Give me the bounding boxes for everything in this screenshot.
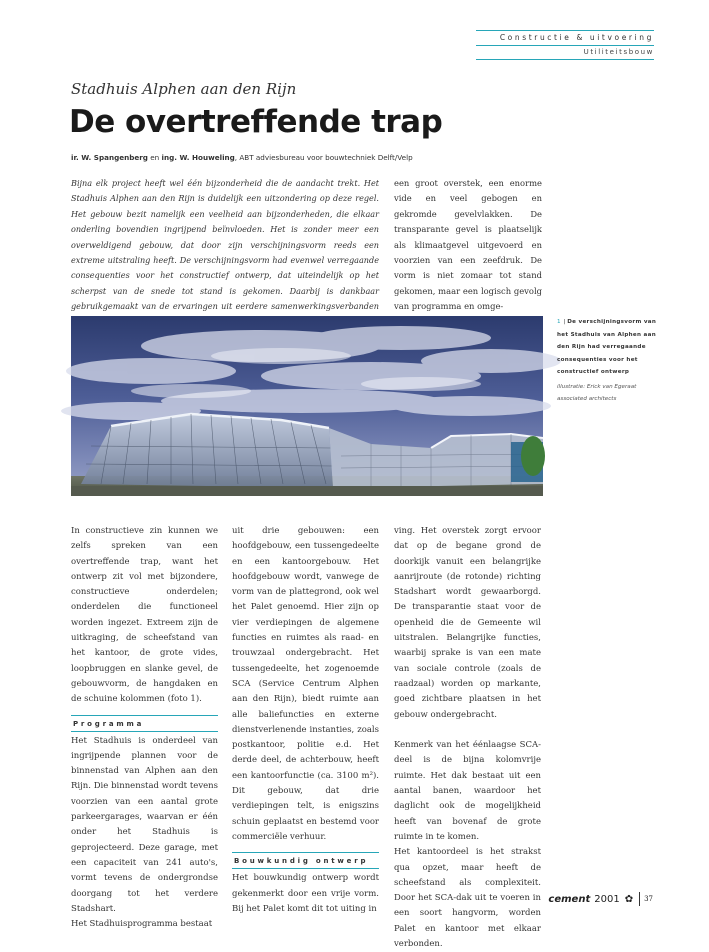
article-kicker: Stadhuis Alphen aan den Rijn — [71, 80, 297, 98]
header-rule-top — [476, 30, 654, 31]
body-paragraph: Kenmerk van het éénlaagse SCA-deel is de bijna kolomvrije ruimte. Het dak bestaat uit een aantal banen, waardoor het daglicht ook de mogelijkheid heeft van bovenaf de grote ruimte in te komen. — [394, 740, 541, 842]
article-title: De overtreffende trap — [69, 104, 443, 140]
body-column-1 — [71, 524, 218, 932]
flower-icon: ✿ — [624, 893, 634, 905]
magazine-name: cement — [548, 893, 591, 905]
body-paragraph: Het kantoordeel is het strakst qua opzet, maar heeft de scheefstand als complexiteit. Door het SCA-dak uit te voeren in een soort hangvorm, worden Palet en kantoor met elkaar verbonden. — [394, 847, 541, 950]
caption-separator: | — [563, 319, 568, 325]
article-lead: Bijna elk project heeft wel één bijzonderheid die de aandacht trekt. Het Stadhuis Alphen aan den Rijn is duidelijk een uitzondering op deze regel. Het gebouw bezit namelijk een veelheid aan bijzonderheden, die elkaar onderling bovendien ingrijpend beïnvloeden. Het is zonder meer een overweldigend gebouw, dat door zijn verschijningsvorm reeds een extreme uitstraling heeft. De verschijningsvorm had evenwel verregaande consequenties voor het constructief ontwerp, dat uiteindelijk op het scherpst van de snede tot stand is gekomen. Daarbij is dankbaar gebruikgemaakt van de ervaringen uit eerdere samenwerkingsverbanden — [71, 178, 379, 312]
body-paragraph: Het Stadhuis is onderdeel van ingrijpende plannen voor de binnenstad van Alphen aan den Rijn. Die binnenstad wordt tevens voorzien van een aantal grote parkeergarages, waarvan er één onder het Stadhuis is geprojecteerd. Deze garage, met een capaciteit van 241 auto's, vormt tevens de ondergrondse doorgang tot het verdere Stadshart. — [71, 735, 218, 914]
subsection-label: Utiliteitsbouw — [583, 48, 654, 56]
author-2: ing. W. Houweling — [161, 153, 235, 162]
header-rule-bottom — [476, 59, 654, 60]
author-conjunction: en — [147, 153, 162, 162]
body-column-3 — [394, 524, 541, 952]
author-1: ir. W. Spangenberg — [71, 153, 148, 162]
magazine-year: 2001 — [594, 893, 620, 905]
figure-caption-text: De verschijningsvorm van het Stadhuis van Alphen aan den Rijn had verregaande consequenties voor het constructief ontwerp — [557, 319, 657, 375]
page-footer — [548, 892, 653, 906]
building-photo — [71, 316, 543, 496]
page-number: 37 — [644, 895, 653, 903]
figure-credit: illustratie: Erick van Egeraat associated architects — [557, 383, 637, 402]
subheading-programma: Programma — [71, 715, 218, 732]
body-column-2 — [232, 524, 379, 917]
figure-number: 1 — [557, 319, 561, 325]
footer-divider — [639, 892, 640, 906]
subheading-bouwkundig-ontwerp: Bouwkundig ontwerp — [232, 852, 379, 869]
intro-column: een groot overstek, een enorme vide en veel gebogen en gekromde gevelvlakken. De transparante gevel is plaatselijk als klimaatgevel uitgevoerd en voorzien van een zeefdruk. De vorm is niet zomaar tot stand gekomen, maar een logisch gevolg van programma en omge- — [394, 178, 542, 312]
header-rule-middle — [476, 45, 654, 46]
body-paragraph: In constructieve zin kunnen we zelfs spreken van een overtreffende trap, want het ontwerp zit vol met bijzondere, constructieve onderdelen; onderdelen die functioneel worden ingezet. Extreem zijn de uitkraging, de scheefstand van het kantoor, de grote vides, loopbruggen en slanke gevel, de gebouwvorm, de hangdaken en de schuine kolommen (foto 1). — [71, 526, 218, 705]
body-paragraph: uit drie gebouwen: een hoofdgebouw, een tussengedeelte en een kantoorgebouw. Het hoofdgebouw wordt, vanwege de vorm van de plattegrond, ook wel het Palet genoemd. Hier zijn op vier verdiepingen de algemene functies en ruimtes als raad- en trouwzaal ondergebracht. Het tussengedeelte, het zogenoemde SCA (Service Centrum Alphen aan den Rijn), biedt ruimte aan alle baliefuncties en externe dienstverlenende instanties, zoals postkantoor, politie e.d. Het derde deel, de achterbouw, heeft een kantoorfunctie (ca. 3100 m²). Dit gebouw, dat drie verdiepingen telt, is enigszins schuin geplaatst en bestemd voor commerciële verhuur. — [232, 526, 379, 842]
body-paragraph: ving. Het overstek zorgt ervoor dat op de begane grond de doorkijk vanuit een belangrijke aanrijroute (de rotonde) richting Stadshart wordt gewaarborgd. De transparantie staat voor de openheid die de Gemeente wil uitstralen. Belangrijke functies, waarbij sprake is van een mate van sociale controle (zoals de raadzaal) worden op markante, goed zichtbare plaatsen in het gebouw ondergebracht. — [394, 526, 541, 720]
figure-caption — [557, 316, 657, 406]
section-label: Constructie & uitvoering — [499, 33, 654, 42]
paragraph-gap — [394, 723, 541, 738]
body-paragraph: Het Stadhuisprogramma bestaat — [71, 919, 213, 930]
body-paragraph: Het bouwkundig ontwerp wordt gekenmerkt door een vrije vorm. Bij het Palet komt dit tot uiting in — [232, 873, 379, 914]
article-authors — [71, 153, 413, 162]
author-affiliation: , ABT adviesbureau voor bouwtechniek Delft/Velp — [234, 153, 413, 162]
building-photo-illustration — [71, 316, 543, 496]
